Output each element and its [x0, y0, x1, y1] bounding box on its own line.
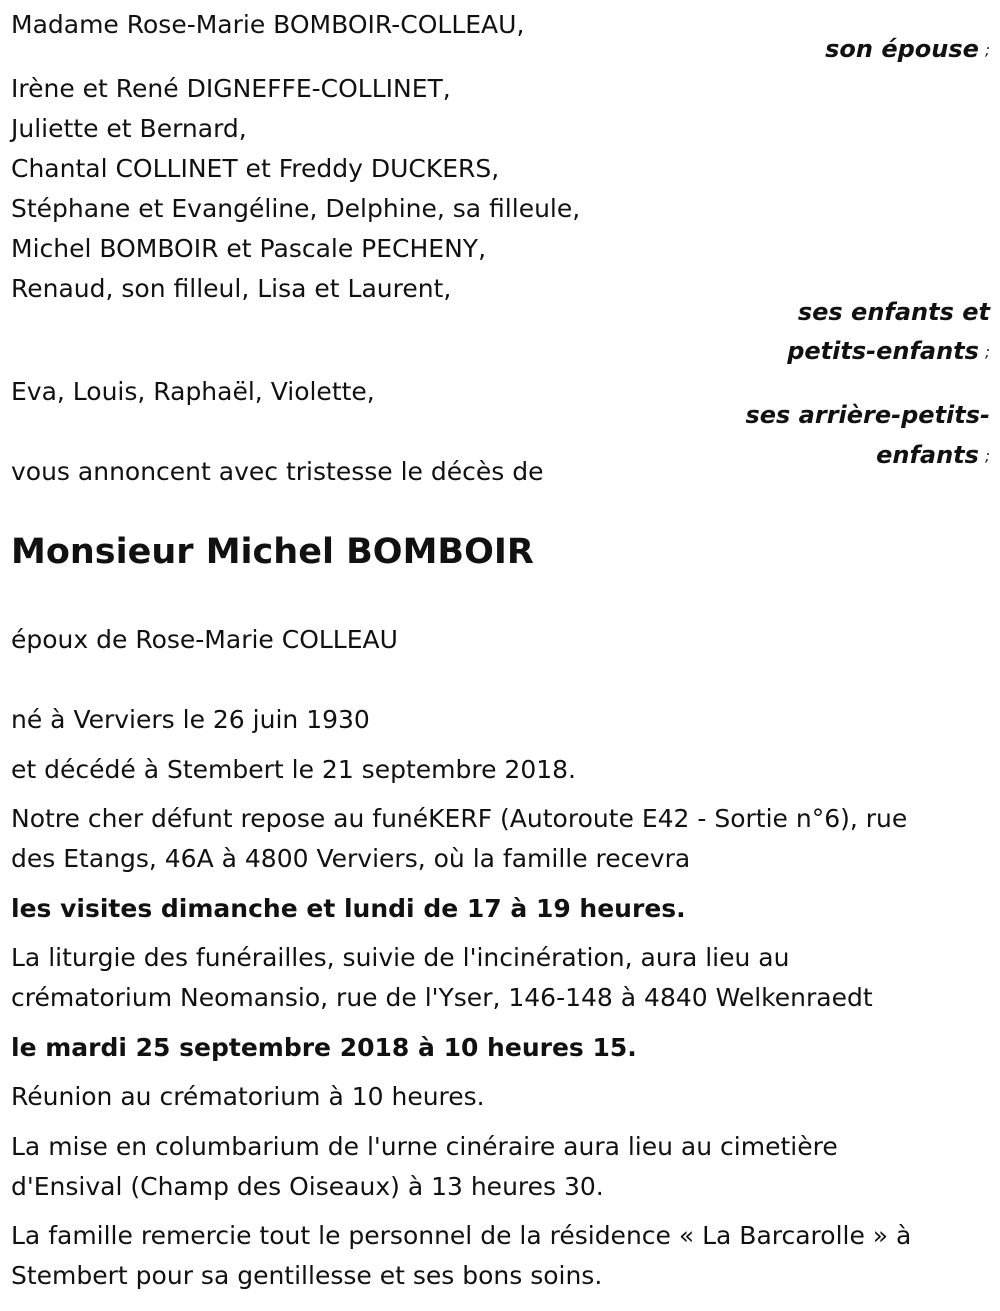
liturgy-line-1: La liturgie des funérailles, suivie de l'incinération, aura lieu au	[11, 943, 790, 972]
rests-line-1: Notre cher défunt repose au funéKERF (Autoroute E42 - Sortie n°6), rue	[11, 804, 908, 833]
wife-role	[825, 30, 990, 72]
rests-line-2: des Etangs, 46A à 4800 Verviers, où la famille recevra	[11, 844, 691, 873]
ceremony-date: le mardi 25 septembre 2018 à 10 heures 15.	[11, 1033, 637, 1062]
columbarium-line-2: d'Ensival (Champ des Oiseaux) à 13 heures 30.	[11, 1172, 604, 1201]
great-grandchildren: Eva, Louis, Raphaël, Violette,	[11, 377, 375, 406]
liturgy-line-2: crématorium Neomansio, rue de l'Yser, 146-148 à 4840 Welkenraedt	[11, 983, 873, 1012]
great-role-text: enfants	[876, 441, 979, 469]
child-line-1: Irène et René DIGNEFFE-COLLINET,	[11, 74, 451, 103]
visits-info: les visites dimanche et lundi de 17 à 19 heures.	[11, 894, 686, 923]
birth-info: né à Verviers le 26 juin 1930	[11, 705, 370, 734]
child-line-6: Renaud, son filleul, Lisa et Laurent,	[11, 274, 452, 303]
meeting-info: Réunion au crématorium à 10 heures.	[11, 1082, 485, 1111]
child-line-5: Michel BOMBOIR et Pascale PECHENY,	[11, 234, 487, 263]
children-role-text: petits-enfants	[787, 337, 979, 365]
great-role-semicolon: ;	[984, 447, 990, 465]
spouse-of: époux de Rose-Marie COLLEAU	[11, 625, 398, 654]
wife-name: Madame Rose-Marie BOMBOIR-COLLEAU,	[11, 10, 525, 39]
deceased-name: Monsieur Michel BOMBOIR	[11, 532, 534, 572]
child-line-3: Chantal COLLINET et Freddy DUCKERS,	[11, 154, 500, 183]
wife-role-text: son épouse	[825, 35, 979, 63]
child-line-2: Juliette et Bernard,	[11, 114, 247, 143]
children-role-line-2	[787, 332, 990, 374]
announcement: vous annoncent avec tristesse le décès de	[11, 457, 544, 486]
wife-role-semicolon: ;	[984, 41, 990, 59]
great-role-line-2	[876, 436, 990, 478]
thanks-line-2: Stembert pour sa gentillesse et ses bons soins.	[11, 1261, 603, 1290]
great-role-line-1: ses arrière-petits-	[745, 401, 990, 429]
children-role-line-1: ses enfants et	[797, 298, 990, 326]
thanks-line-1: La famille remercie tout le personnel de la résidence « La Barcarolle » à	[11, 1221, 912, 1250]
columbarium-line-1: La mise en columbarium de l'urne cinéraire aura lieu au cimetière	[11, 1132, 838, 1161]
child-line-4: Stéphane et Evangéline, Delphine, sa filleule,	[11, 194, 581, 223]
death-info: et décédé à Stembert le 21 septembre 2018.	[11, 755, 576, 784]
children-role-semicolon: ;	[984, 343, 990, 361]
